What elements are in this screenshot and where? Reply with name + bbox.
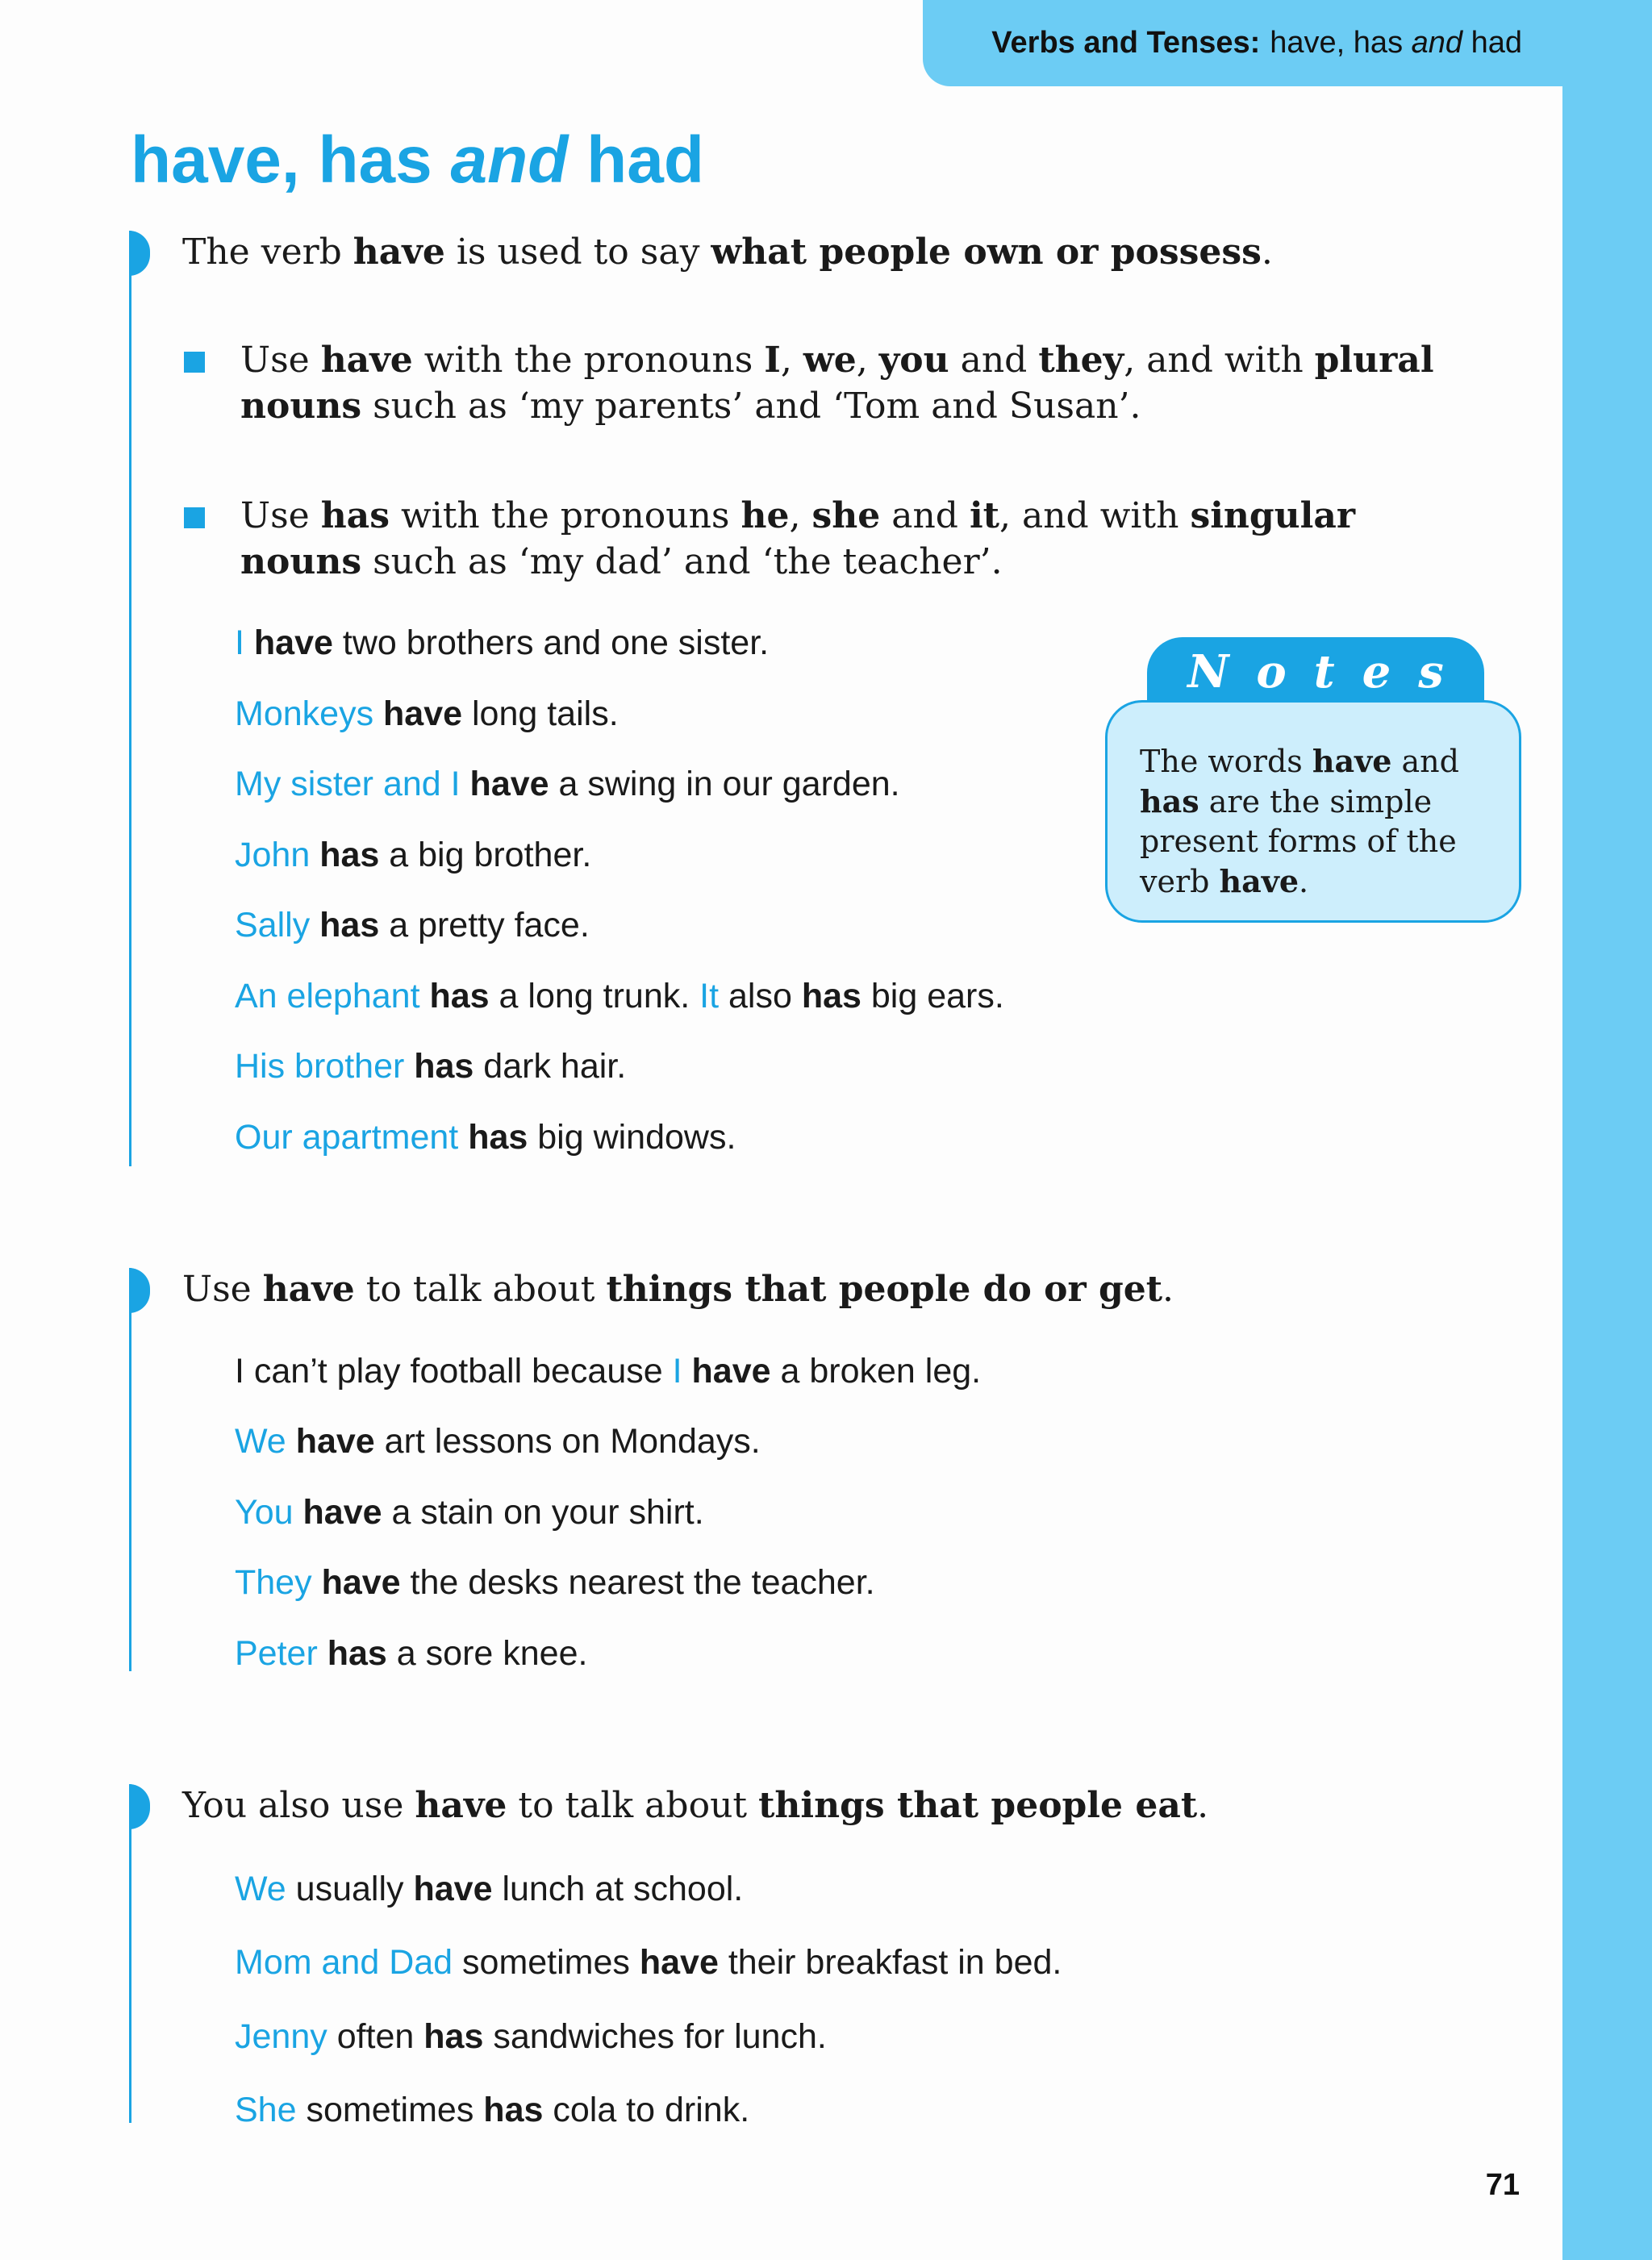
page-title: have, has and had: [131, 123, 704, 197]
notes-tab: Notes: [1147, 637, 1484, 718]
example-sentence: An elephant has a long trunk. It also has big ears.: [235, 977, 1004, 1015]
section-1-rule: [129, 231, 131, 1166]
side-color-bar: [1562, 0, 1652, 2260]
example-sentence: My sister and I have a swing in our garden.: [235, 765, 900, 803]
section-3-rule: [129, 1784, 131, 2123]
example-sentence: Our apartment has big windows.: [235, 1118, 736, 1157]
example-sentence: John has a big brother.: [235, 836, 592, 874]
example-sentence: We usually have lunch at school.: [235, 1870, 744, 1908]
section-2-intro: Use have to talk about things that people do or get.: [182, 1269, 1174, 1310]
chapter-header: [923, 0, 1562, 86]
notes-box: The words have and has are the simple present forms of the verb have.: [1105, 700, 1521, 923]
example-sentence: They have the desks nearest the teacher.: [235, 1563, 875, 1602]
section-3-intro: You also use have to talk about things that people eat.: [182, 1785, 1209, 1826]
example-sentence: Jenny often has sandwiches for lunch.: [235, 2017, 827, 2056]
chapter-header-bold: Verbs and Tenses:: [991, 26, 1261, 60]
section-1-marker: [129, 231, 150, 276]
example-sentence: Sally has a pretty face.: [235, 906, 590, 944]
chapter-header-topic: have, has and had: [1270, 26, 1522, 60]
example-sentence: I can’t play football because I have a broken leg.: [235, 1352, 982, 1391]
square-bullet-icon: [184, 352, 205, 373]
square-bullet-icon: [184, 507, 205, 528]
section-1-intro: The verb have is used to say what people own or possess.: [182, 231, 1273, 273]
example-sentence: We have art lessons on Mondays.: [235, 1422, 761, 1461]
example-sentence: Mom and Dad sometimes have their breakfast in bed.: [235, 1943, 1062, 1982]
example-sentence: Monkeys have long tails.: [235, 694, 619, 733]
example-sentence: I have two brothers and one sister.: [235, 623, 770, 662]
example-sentence: Peter has a sore knee.: [235, 1634, 588, 1673]
section-2-rule: [129, 1268, 131, 1671]
bullet-text: Use has with the pronouns he, she and it, and with singular nouns such as ‘my dad’ and ‘the teacher’.: [240, 495, 1356, 582]
example-sentence: His brother has dark hair.: [235, 1047, 627, 1086]
example-sentence: You have a stain on your shirt.: [235, 1493, 704, 1532]
example-sentence: She sometimes has cola to drink.: [235, 2091, 750, 2129]
bullet-text: Use have with the pronouns I, we, you and they, and with plural nouns such as ‘my parents’ and ‘Tom and Susan’.: [240, 340, 1434, 427]
section-3-marker: [129, 1784, 150, 1829]
section-2-marker: [129, 1268, 150, 1313]
page-number: 71: [1485, 2168, 1520, 2202]
